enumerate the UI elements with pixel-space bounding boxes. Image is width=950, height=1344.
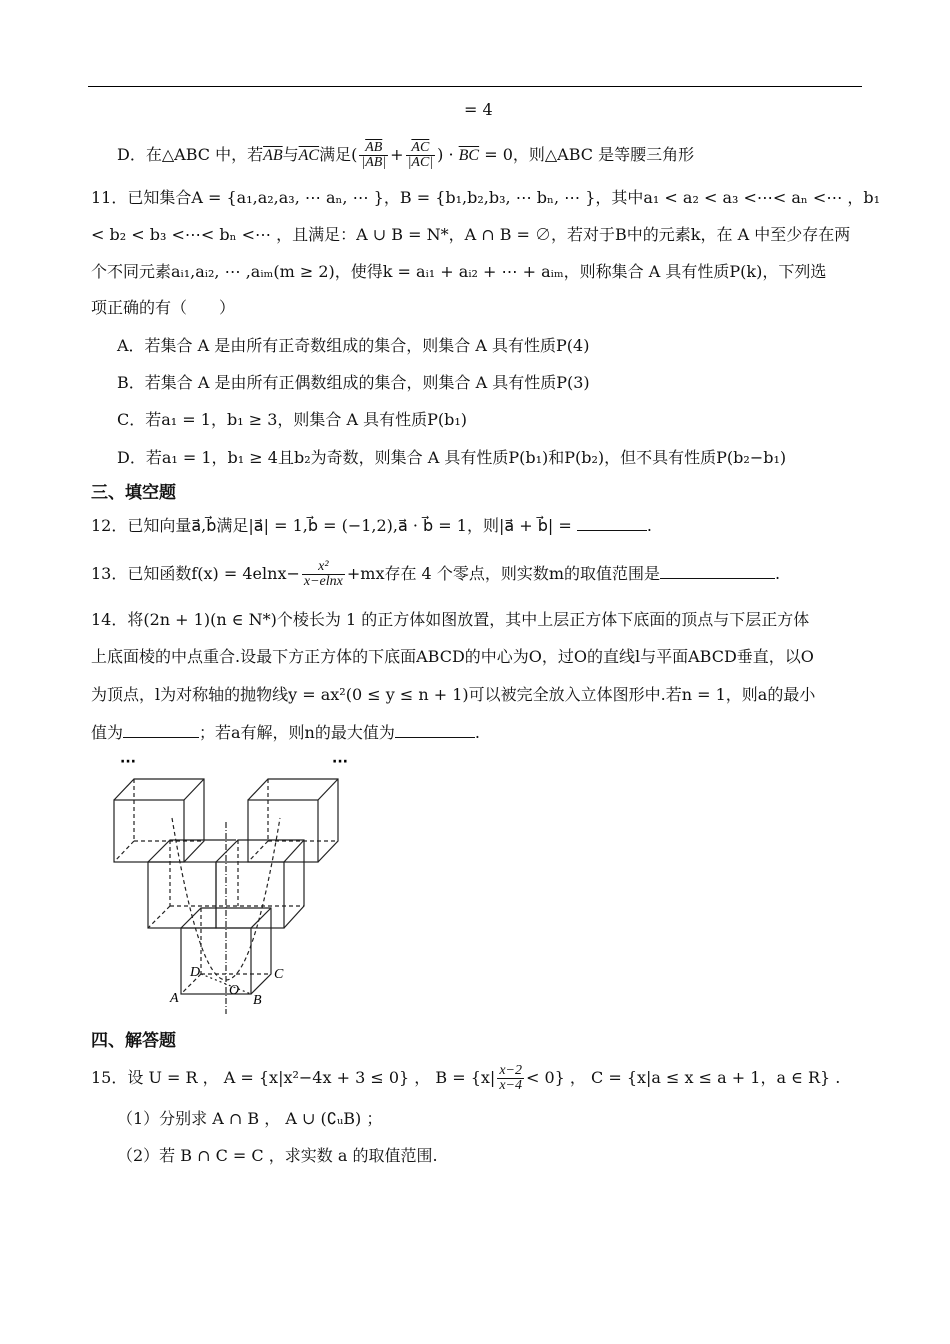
- continuation-line: = 4: [464, 100, 493, 119]
- label-d: D: [190, 965, 201, 980]
- q11-option-b: B．若集合 A 是由所有正偶数组成的集合，则集合 A 具有性质P(3): [117, 373, 590, 392]
- answer-blank: [660, 562, 775, 579]
- fraction: $\frac{\text{x²}}{x-elnx}$: [303, 559, 343, 589]
- top-left-cube-front: [114, 800, 184, 862]
- bottom-cube-front: [181, 928, 251, 994]
- q11-line4: 项正确的有（ ）: [91, 298, 236, 317]
- top-right-cube-front: [248, 800, 318, 862]
- q14-line4: 值为 ；若a有解，则n的最大值为 .: [91, 723, 480, 742]
- q11-line1: 11．已知集合A = {a₁,a₂,a₃, ⋯ aₙ, ⋯ }，B = {b₁,b₂,b₃, ⋯ bₙ, ⋯ }，其中a₁ < a₂ < a₃ <⋯< aₙ <⋯ ，b₁: [91, 188, 881, 207]
- fraction: $\frac{\overline{AB}}{|AB|}$: [361, 140, 387, 170]
- q11-option-d: D．若a₁ = 1，b₁ ≥ 4且b₂为奇数，则集合 A 具有性质P(b₁)和P(b₂)，但不具有性质P(b₂−b₁): [117, 448, 787, 467]
- dots-right: ···: [332, 754, 348, 770]
- q14-line1: 14．将(2n + 1)(n ∈ N*)个棱长为 1 的正方体如图放置，其中上层正方体下底面的顶点与下层正方体: [91, 610, 810, 629]
- label-b: B: [253, 993, 262, 1008]
- q15-part1: （1）分别求 A ∩ B ， A ∪ (∁ᵤB) ；: [117, 1109, 383, 1128]
- q14-line2: 上底面棱的中点重合.设最下方正方体的下底面ABCD的中心为O，过O的直线l与平面ABCD垂直，以O: [91, 647, 814, 666]
- dots-left: ···: [120, 754, 136, 770]
- q11-option-a: A．若集合 A 是由所有正奇数组成的集合，则集合 A 具有性质P(4): [117, 336, 590, 355]
- answer-blank: [577, 514, 647, 531]
- header-rule: [88, 86, 862, 87]
- fraction: $\frac{\overline{AC}}{|AC|}$: [407, 140, 434, 170]
- section-heading-fill-in: 三、填空题: [91, 483, 176, 503]
- section-heading-solutions: 四、解答题: [91, 1031, 176, 1051]
- label-a: A: [170, 991, 179, 1006]
- answer-blank: [395, 721, 475, 738]
- q12: 12．已知向量a⃗,b⃗满足|a⃗| = 1,b⃗ = (−1,2),a⃗ · b⃗ = 1，则|a⃗ + b⃗| = .: [91, 516, 652, 535]
- q15: 15．设 U = R ， A = {x|x²−4x + 3 ≤ 0} ， B = {x| $\frac{x-2}{x-4}$ < 0} ， C = {x|a ≤ x ≤ a + 1，a ∈ R} .: [91, 1063, 841, 1093]
- q11-option-c: C．若a₁ = 1，b₁ ≥ 3，则集合 A 具有性质P(b₁): [117, 410, 468, 429]
- q14-line3: 为顶点，l为对称轴的抛物线y = ax²(0 ≤ y ≤ n + 1)可以被完全放入立体图形中.若n = 1，则a的最小: [91, 685, 816, 704]
- label-c: C: [274, 967, 284, 982]
- fraction: $\frac{x-2}{x-4}$: [499, 1063, 522, 1093]
- q11-line3: 个不同元素aᵢ₁,aᵢ₂, ⋯ ,aᵢₘ(m ≥ 2)，使得k = aᵢ₁ + aᵢ₂ + ⋯ + aᵢₘ，则称集合 A 具有性质P(k)，下列选: [91, 262, 827, 281]
- q10-option-d: D．在△ABC 中，若$\overline{AB}$与$\overline{AC}$满足( $\frac{\overline{AB}}{|AB|}$ + $\frac{\overline{AC}}{|AC|}$ ) · $\overline{BC} = 0$，则△ABC 是等腰三角形: [117, 140, 695, 170]
- label-o: O: [229, 983, 240, 998]
- cube-stack-figure: [100, 752, 370, 1017]
- q13: 13．已知函数f(x) = 4elnx− $\frac{\text{x²}}{x-elnx}$ +mx存在 4 个零点，则实数m的取值范围是 .: [91, 559, 781, 589]
- q15-part2: （2）若 B ∩ C = C ，求实数 a 的取值范围.: [117, 1146, 438, 1165]
- answer-blank: [123, 721, 199, 738]
- q11-line2: < b₂ < b₃ <⋯< bₙ <⋯ ，且满足：A ∪ B = N*，A ∩ B = ∅，若对于B中的元素k，在 A 中至少存在两: [91, 225, 851, 244]
